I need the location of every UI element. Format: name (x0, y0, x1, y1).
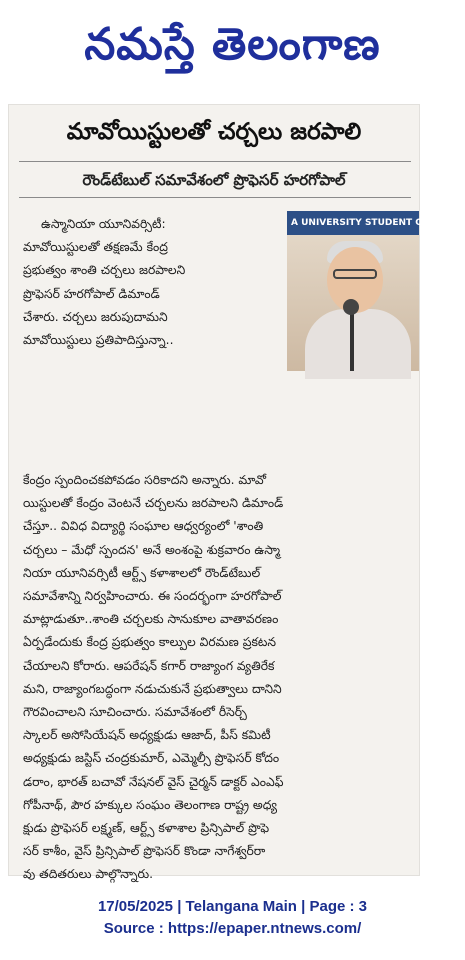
microphone-icon (343, 299, 359, 315)
body-line: చర్చలు – మేధో స్పందన' అనే అంశంపై శుక్రవారం ఉస్మా (23, 542, 281, 557)
article-clipping (8, 104, 438, 882)
article-headline: మావోయిస్టులతో చర్చలు జరపాలి (66, 119, 362, 145)
body-line: మావోయిస్టులతో తక్షణమే కేంద్ర (23, 240, 168, 255)
body-line: స్కాలర్ అసోసియేషన్ అధ్యక్షుడు ఆజాద్, పీస్ కమిటీ (23, 728, 271, 743)
body-line: మాట్లాడుతూ..శాంతి చర్చలకు సానుకూల వాతావరణం (23, 612, 279, 627)
edition-info: 17/05/2025 | Telangana Main | Page : 3 (97, 898, 368, 915)
microphone-stand-shape (350, 311, 354, 371)
article-subheadline: రౌండ్‌టేబుల్ సమావేశంలో ప్రొఫెసర్ హరగోపాల్ (82, 171, 346, 189)
speaker-glasses-shape (333, 269, 377, 279)
masthead (0, 0, 465, 100)
body-line: కేంద్రం స్పందించకపోవడం సరికాదని అన్నారు. మావో (23, 473, 267, 487)
article-photo (287, 211, 438, 371)
body-line: చేయాలని కోరారు. ఆపరేషన్ కగార్ రాజ్యాంగ వ్యతిరేక (23, 658, 275, 673)
body-line: ఉస్మానియా యూనివర్సిటీ: (41, 217, 166, 231)
body-line: వు తదితరులు పాల్గొన్నారు. (23, 867, 154, 882)
photo-banner-text: A UNIVERSITY STUDENT ORG (287, 211, 419, 235)
article-body-wide (23, 469, 417, 887)
speaker-body-shape (305, 309, 411, 379)
body-line: గోపీనాథ్, పౌర హక్కుల సంఘం తెలంగాణ రాష్ట్ర అధ్య (23, 797, 277, 812)
body-line: డరాం, భారత్ బచావో నేషనల్ వైస్ చైర్మన్ డాక్టర్ ఎంఎఫ్ (23, 774, 284, 789)
body-line: యిస్టులతో కేంద్రం వెంటనే చర్చలను జరపాలని డిమాండ్ (23, 496, 284, 511)
body-line: ప్రభుత్వం శాంతి చర్చలు జరపాలని (23, 263, 186, 278)
source-link[interactable]: Source : https://epaper.ntnews.com/ (103, 920, 362, 937)
body-line: నియా యూనివర్సిటీ ఆర్ట్స్ కళాశాలలో రౌండ్‌టేబుల్ (23, 565, 261, 580)
article-body-narrow (23, 213, 281, 352)
body-line: సర్ కాశీం, వైస్ ప్రిన్సిపాల్ ప్రొఫెసర్ కొండా నాగేశ్వర్‌రా (23, 844, 266, 859)
body-line: అధ్యక్షుడు జస్టిస్ చంద్రకుమార్, ఎమ్మెల్సీ ప్రొఫెసర్ కోదం (23, 751, 280, 766)
body-line: ప్రొఫెసర్ హరగోపాల్ డిమాండ్ (23, 286, 160, 301)
body-line: ఏర్పడేందుకు కేంద్ర ప్రభుత్వం కాల్పుల విరమణ ప్రకటన (23, 635, 277, 650)
body-line: గౌరవించాలని సూచించారు. సమావేశంలో రీసెర్చ్ (23, 705, 247, 720)
body-line: క్షుడు ప్రొఫెసర్ లక్ష్మణ్, ఆర్ట్స్ కళాశాల ప్రిన్సిపాల్ ప్రొఫె (23, 821, 270, 836)
body-line: చేస్తూ.. వివిధ విద్యార్థి సంఘాల ఆధ్వర్యంలో 'శాంతి (23, 519, 264, 534)
body-line: మని, రాజ్యాంగబద్ధంగా నడుచుకునే ప్రభుత్వాలు దానిని (23, 681, 282, 696)
body-line: మావోయిస్టులు ప్రతిపాదిస్తున్నా.. (23, 333, 174, 348)
newspaper-logo: నమస్తే తెలంగాణ (84, 19, 381, 70)
body-line: సమావేశాన్ని నిర్వహించారు. ఈ సందర్భంగా హరగోపాల్ (23, 589, 282, 604)
body-line: చేశారు. చర్చలు జరుపుదామని (23, 309, 168, 324)
headline-divider (19, 161, 411, 162)
subheadline-divider (19, 197, 411, 198)
